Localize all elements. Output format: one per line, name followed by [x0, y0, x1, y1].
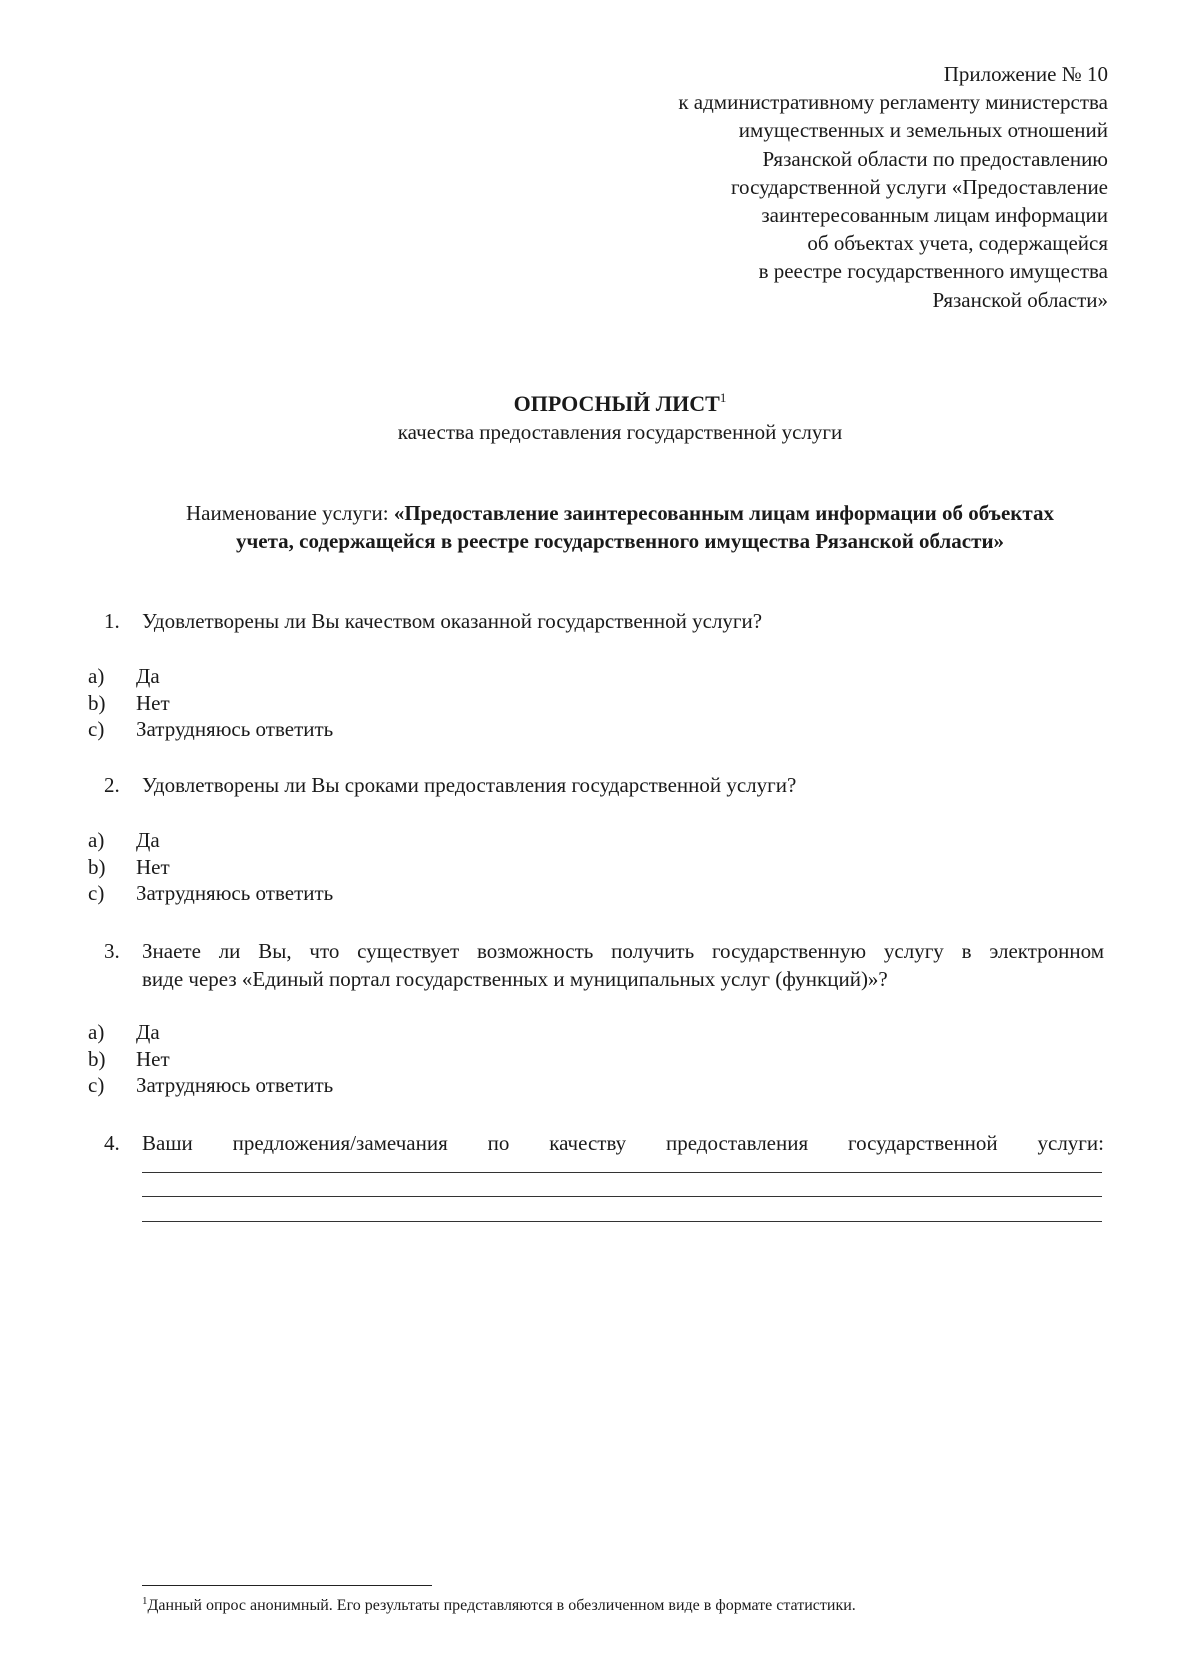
answer-option[interactable] [88, 1019, 333, 1046]
answer-option[interactable] [88, 690, 333, 717]
question-text-line: виде через «Единый портал государственных и муниципальных услуг (функций)»? [142, 967, 888, 991]
service-label: Наименование услуги: [186, 501, 394, 525]
question-2 [104, 771, 1104, 799]
appendix-line: государственной услуги «Предоставление [730, 174, 1108, 199]
answer-option[interactable] [88, 827, 333, 854]
answer-option[interactable] [88, 854, 333, 881]
option-mark: b) [88, 690, 106, 715]
appendix-line: к административному регламенту министерства [678, 90, 1108, 115]
appendix-header [508, 60, 1108, 314]
footnote-separator [142, 1585, 432, 1586]
appendix-line: Приложение № 10 [943, 62, 1108, 86]
question-1 [104, 607, 1104, 635]
question-number: 4. [104, 1131, 120, 1155]
question-3 [104, 937, 1104, 993]
question-text: Удовлетворены ли Вы качеством оказанной государственной услуги? [142, 609, 763, 633]
question-text: Ваши предложения/замечания по качеству предоставления государственной услуги: [142, 1131, 1104, 1155]
footnote-ref: 1 [142, 1595, 148, 1607]
question-text [142, 937, 1104, 993]
option-label: Затрудняюсь ответить [136, 717, 334, 741]
service-name: «Предоставление заинтересованным лицам информации об объектах учета, содержащейся в реестре государственного имущества Рязанской области» [235, 501, 1054, 553]
answer-option[interactable] [88, 1072, 333, 1099]
answer-line[interactable] [142, 1196, 1102, 1197]
option-label: Затрудняюсь ответить [136, 881, 334, 905]
question-2-options [88, 827, 333, 907]
option-label: Да [136, 664, 160, 688]
appendix-line: об объектах учета, содержащейся [807, 231, 1108, 256]
option-label: Нет [136, 1046, 170, 1071]
question-text-line: Знаете ли Вы, что существует возможность получить государственную услугу в электронном [142, 939, 1104, 963]
option-label: Затрудняюсь ответить [136, 1073, 334, 1097]
title-block [0, 390, 1200, 446]
question-1-options [88, 663, 333, 743]
appendix-line: Рязанской области по предоставлению [762, 146, 1108, 171]
option-mark: b) [88, 854, 106, 879]
footnote-text: Данный опрос анонимный. Его результаты представляются в обезличенном виде в формате статистики. [147, 1597, 856, 1614]
appendix-line: в реестре государственного имущества [758, 259, 1108, 284]
answer-option[interactable] [88, 716, 333, 743]
answer-option[interactable] [88, 1046, 333, 1073]
question-number: 3. [104, 939, 120, 963]
service-name-block [160, 499, 1080, 555]
title-footnote-ref: 1 [719, 390, 727, 405]
option-label: Да [136, 828, 160, 852]
question-text: Удовлетворены ли Вы сроками предоставления государственной услуги? [142, 773, 797, 797]
option-mark: a) [88, 1020, 105, 1044]
appendix-line: Рязанской области» [932, 287, 1108, 312]
option-mark: c) [88, 1073, 105, 1097]
option-label: Нет [136, 690, 170, 715]
appendix-line: имущественных и земельных отношений [738, 118, 1108, 143]
option-label: Нет [136, 854, 170, 879]
answer-line[interactable] [142, 1221, 1102, 1222]
question-4 [104, 1129, 1104, 1157]
answer-line[interactable] [142, 1172, 1102, 1173]
question-3-options [88, 1019, 333, 1099]
question-number: 1. [104, 609, 120, 633]
answer-option[interactable] [88, 663, 333, 690]
document-subtitle: качества предоставления государственной услуги [397, 420, 843, 444]
footnote [142, 1596, 1102, 1616]
option-mark: c) [88, 881, 105, 905]
answer-option[interactable] [88, 880, 333, 907]
option-mark: a) [88, 664, 105, 688]
title-text: ОПРОСНЫЙ ЛИСТ [513, 391, 720, 416]
appendix-line: заинтересованным лицам информации [761, 203, 1108, 228]
option-label: Да [136, 1020, 160, 1044]
option-mark: c) [88, 717, 105, 741]
document-title [0, 390, 1200, 418]
option-mark: a) [88, 828, 105, 852]
question-number: 2. [104, 773, 120, 797]
option-mark: b) [88, 1046, 106, 1071]
